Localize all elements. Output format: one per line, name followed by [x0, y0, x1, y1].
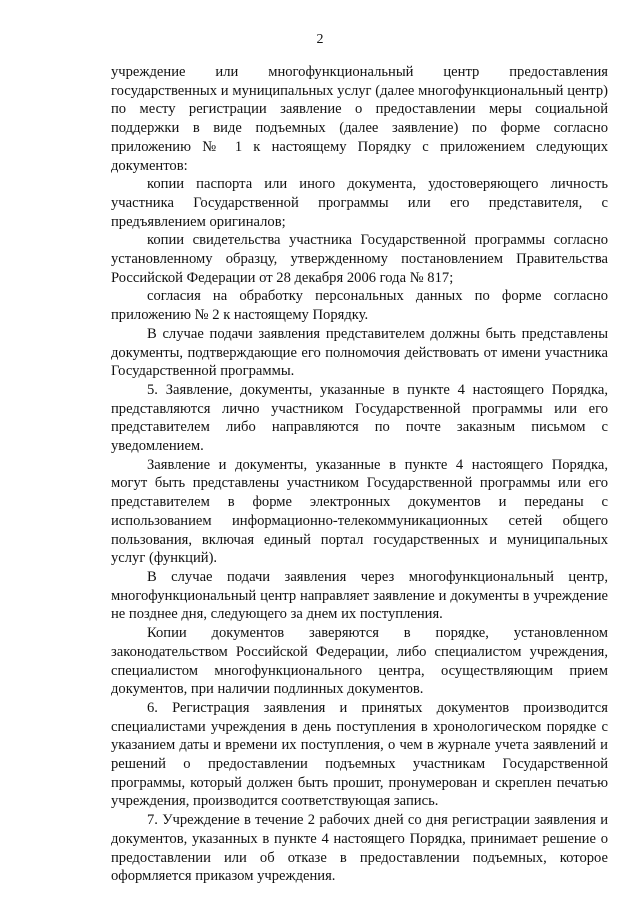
paragraph: Копии документов заверяются в порядке, установленном законодательством Российской Федерации, либо специалистом учреждения, специалистом многофункционального центра, осуществляющим прием документов, при наличии подлинных документов. [111, 625, 608, 698]
paragraph: копии паспорта или иного документа, удостоверяющего личность участника Государственной программы или его представителя, с предъявлением оригиналов; [111, 176, 608, 230]
paragraph: Заявление и документы, указанные в пункте 4 настоящего Порядка, могут быть представлены участником Государственной программы или его представителем в форме электронных документов и переданы с использованием информационно-телекоммуникационных сетей общего пользования, включая единый портал государственных и муниципальных услуг (функций). [111, 456, 608, 567]
page-number: 2 [316, 32, 324, 47]
paragraph: В случае подачи заявления представителем должны быть представлены документы, подтверждающие его полномочия действовать от имени участника Государственной программы. [111, 325, 608, 380]
paragraph: учреждение или многофункциональный центр предоставления государственных и муниципальных услуг (далее многофункциональный центр) по месту регистрации заявление о предоставлении меры социальной поддержки в виде подъемных (далее заявление) по форме согласно приложению № 1 к настоящему Порядку с приложением следующих документов: [111, 64, 608, 174]
paragraph: 5. Заявление, документы, указанные в пункте 4 настоящего Порядка, представляются лично участником Государственной программы или его представителем либо направляются по почте заказным письмом с уведомлением. [111, 381, 608, 455]
paragraph: 6. Регистрация заявления и принятых документов производится специалистами учреждения в день поступления в хронологическом порядке с указанием даты и времени их поступления, о чем в журнале учета заявлений и решений о предоставлении подъемных участникам Государственной программы, который должен быть прошит, пронумерован и скреплен печатью учреждения, производится соответствующая запись. [111, 699, 608, 810]
paragraph: В случае подачи заявления через многофункциональный центр, многофункциональный центр направляет заявление и документы в учреждение не позднее дня, следующего за днем их поступления. [111, 568, 608, 623]
paragraph: копии свидетельства участника Государственной программы согласно установленному образцу, утвержденному постановлением Правительства Российской Федерации от 28 декабря 2006 года № 817; [111, 232, 608, 286]
document-body [111, 63, 608, 886]
paragraph: 7. Учреждение в течение 2 рабочих дней со дня регистрации заявления и документов, указанных в пункте 4 настоящего Порядка, принимает решение о предоставлении или об отказе в предоставлении подъемных, которое оформляется приказом учреждения. [111, 812, 608, 885]
paragraph: согласия на обработку персональных данных по форме согласно приложению № 2 к настоящему Порядку. [111, 288, 608, 324]
